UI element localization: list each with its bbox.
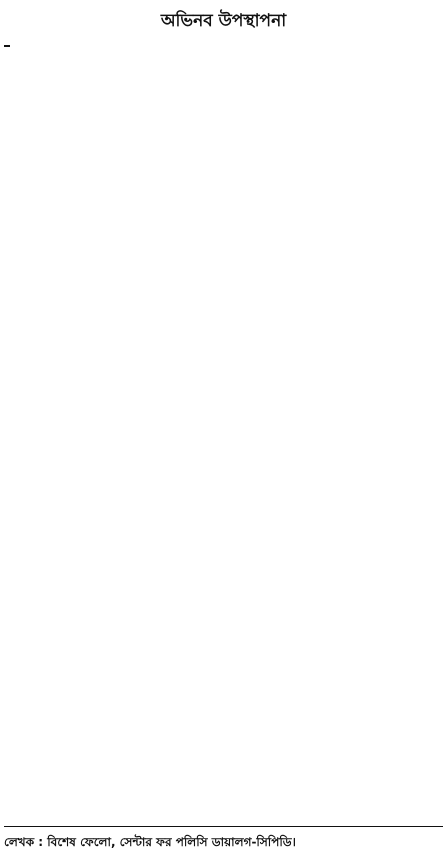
author-byline: লেখক : বিশেষ ফেলো, সেন্টার ফর পলিসি ডায়ালগ-সিপিডি।	[4, 835, 296, 849]
clipped-header-line	[0, 0, 447, 8]
continued-from-tag	[4, 45, 10, 47]
byline-divider	[4, 826, 443, 827]
article-body	[4, 36, 443, 824]
article-title: অভিনব উপস্থাপনা	[160, 11, 287, 31]
article-paragraph	[4, 36, 443, 52]
